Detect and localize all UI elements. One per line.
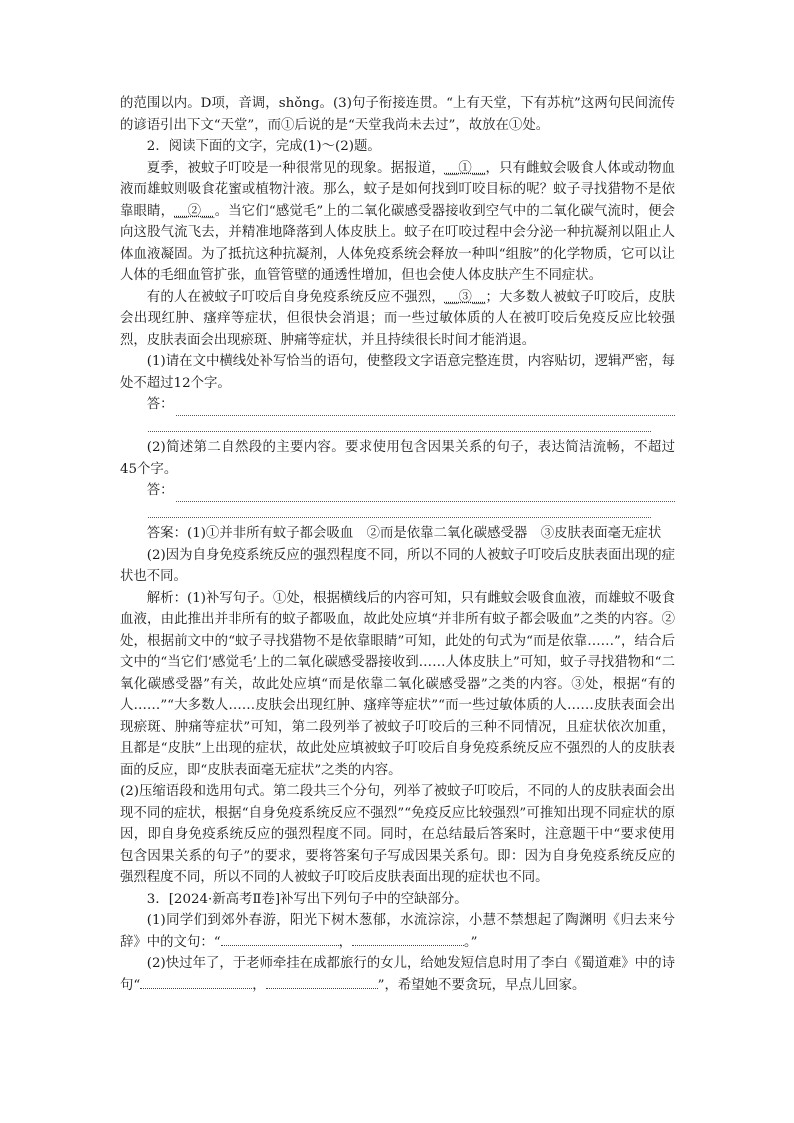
- passage-paragraph-2: 有的人在被蚊子叮咬后自身免疫系统反应不强烈，__③__；大多数人被蚊子叮咬后，皮肤会出现红肿、瘙痒等症状，但很快会消退；而一些过敏体质的人在被叮咬后免疫反应比较强烈，皮肤表面会出现瘀斑、肿痛等症状，并且持续很长时间才能消退。: [120, 289, 676, 348]
- analysis-2: (2)压缩语段和选用句式。第二段共三个分句，列举了被蚊子叮咬后，不同的人的皮肤表面会出现不同的症状，根据“自身免疫系统反应不强烈”“免疫反应比较强烈”可推知出现不同症状的原因，即自身免疫系统反应的强烈程度不同。同时，在总结最后答案时，注意题干中“要求使用包含因果关系的句子”的要求，要将答案句子写成因果关系句。即：因为自身免疫系统反应的强烈程度不同，所以不同的人被蚊子叮咬后皮肤表面出现的症状也不同。: [120, 784, 675, 885]
- blank-1: __①__: [444, 160, 486, 176]
- question-3-1: (1)同学们到郊外春游，阳光下树木葱郁，水流淙淙，小慧不禁想起了陶渊明《归去来兮辞》中的文句：“ ， 。”: [120, 913, 675, 950]
- answer-line-1b: [148, 416, 651, 432]
- prev-answer-tail: 的范围以内。D项，音调，shǒng。(3)句子衔接连贯。“上有天堂，下有苏杭”这两句民间流传的谚语引出下文“天堂”，而①后说的是“天堂我尚未去过”，故放在①处。: [120, 96, 675, 133]
- fill-blank[interactable]: [221, 933, 339, 946]
- fill-blank[interactable]: [266, 976, 378, 989]
- blank-2: __②__: [174, 203, 215, 219]
- answer-fill: [176, 401, 675, 416]
- passage-paragraph-1: 夏季，被蚊子叮咬是一种很常见的现象。据报道，__①__，只有雌蚊会吸食人体或动物血液而雄蚊则吸食花蜜或植物汁液。那么，蚊子是如何找到叮咬目标的呢？蚊子寻找猎物不是依靠眼睛，__②__。当它们“感觉毛”上的二氧化碳感受器接收到空气中的二氧化碳气流时，便会向这股气流飞去，并精准地降落到人体皮肤上。蚊子在叮咬过程中会分泌一种抗凝剂以阻止人体血液凝固。为了抵抗这种抗凝剂，人体免疫系统会释放一种叫“组胺”的化学物质，它可以让人体的毛细血管扩张，血管管壁的通透性增加，但也会使人体皮肤产生不同症状。: [120, 160, 676, 283]
- answer-fill: [176, 487, 675, 502]
- blank-3: __③__: [444, 289, 486, 305]
- answer-line-2: 答：: [120, 480, 675, 502]
- answer-line-1: 答：: [120, 394, 675, 416]
- answer-line-2b: [148, 502, 651, 518]
- subquestion-1: (1)请在文中横线处补写恰当的语句，使整段文字语意完整连贯，内容贴切，逻辑严密，每处不超过12个字。: [120, 354, 675, 391]
- answer-key-2: (2)因为自身免疫系统反应的强烈程度不同，所以不同的人被蚊子叮咬后皮肤表面出现的症状也不同。: [120, 547, 675, 584]
- answer-key-1: 答案：(1)①并非所有蚊子都会吸血 ②而是依靠二氧化碳感受器 ③皮肤表面毫无症状: [146, 526, 662, 541]
- question-3-title: 3．[2024·新高考Ⅱ卷]补写出下列句子中的空缺部分。: [146, 891, 468, 907]
- question-2-title: 2．阅读下面的文字，完成(1)～(2)题。: [146, 139, 381, 154]
- fill-blank[interactable]: [140, 976, 252, 989]
- fill-blank[interactable]: [352, 933, 464, 946]
- analysis-1: 解析：(1)补写句子。①处，根据横线后的内容可知，只有雌蚊会吸食血液，而雄蚊不吸食血液，由此推出并非所有的蚊子都吸血，故此处应填“并非所有蚊子都会吸血”之类的内容。②处，根据前文中的“蚊子寻找猎物不是依靠眼睛”可知，此处的句式为“而是依靠……”，结合后文中的“当它们‘感觉毛’上的二氧化碳感受器接收到……人体皮肤上”可知，蚊子寻找猎物和“二氧化碳感受器”有关，故此处应填“而是依靠二氧化碳感受器”之类的内容。③处，根据“有的人……”“大多数人……皮肤会出现红肿、瘙痒等症状”“而一些过敏体质的人……皮肤表面会出现瘀斑、肿痛等症状”可知，第二段列举了被蚊子叮咬后的三种不同情况，且症状依次加重，且都是“皮肤”上出现的症状，故此处应填被蚊子叮咬后自身免疫系统反应不强烈的人的皮肤表面的反应，即“皮肤表面毫无症状”之类的内容。: [120, 590, 675, 778]
- document-page: [120, 93, 675, 996]
- subquestion-2: (2)简述第二自然段的主要内容。要求使用包含因果关系的句子，表达简洁流畅，不超过45个字。: [120, 440, 675, 477]
- question-3-2: (2)快过年了，于老师牵挂在成都旅行的女儿，给她发短信息时用了李白《蜀道难》中的诗句“ ， ”，希望她不要贪玩，早点儿回家。: [120, 956, 675, 993]
